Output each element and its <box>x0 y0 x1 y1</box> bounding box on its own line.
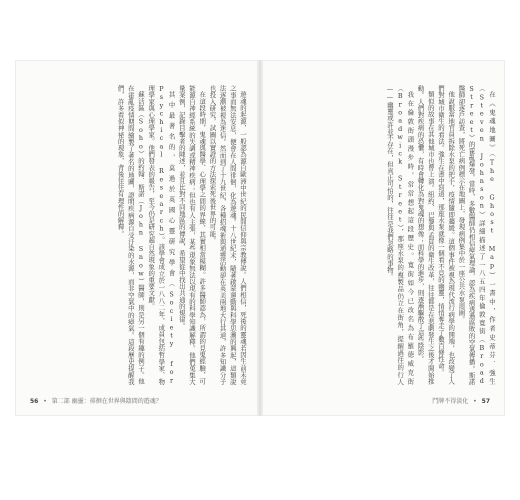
left-body-text <box>26 85 248 385</box>
separator: • <box>43 398 47 405</box>
page-number: 56 <box>30 398 39 405</box>
left-running-footer <box>30 396 162 405</box>
paragraph: 在《鬼魂地圖》（The Ghost Map）一書中，作者史蒂芬．強生（Steven Johnson）詳細描述了一八五四年倫敦寬街（Broad Street）的霍亂爆發。當時，多數醫師仍相信瘴氣理論，認為疾病透過腐敗的空氣傳播。斯諾醫師卻逐戶訪查，將死亡病例標示在地圖上，發現病例集中於一座公共水泵周圍。 <box>457 85 496 385</box>
paragraph: 其中最著名的，莫過於英國心靈研究學會（Society for Psychical Research）。該學會成立於一八八二年，成員包括哲學家、物理學家與心理學家。他們發表的報告，至今仍是研究超自然現象的重要文獻。 <box>147 85 176 385</box>
paragraph: 他說服當地官員拆除水泵的把手，疫情隨即趨緩。這個事件被視為現代流行病學的開端，也改變了人們對城市衛生的看法。強生在書中寫道，那座水泵就像一個看不見的幽靈，悄悄奪走了數百條性命。 <box>436 85 456 385</box>
running-header: 鬥牌不得淡化 <box>432 398 469 405</box>
left-page <box>15 60 258 416</box>
right-page <box>262 60 505 416</box>
paragraph: 在這段時期，鬼魂與醫學、心理學之間的界線，其實相當模糊。許多醫師認為，所謂的見鬼經驗，可能源自神經系統的失調或精神疾病；但也有人主張，某些現象無法以現有的科學知識解釋。他們蒐集大量案例，記錄目擊者的陳述，並且比對不同地區的傳說，希望從中找出共通的規律。 <box>177 85 207 385</box>
chapter-title: 幽靈：徘徊在世界與陰間的遊魂？ <box>71 398 162 405</box>
right-body-text <box>271 85 497 385</box>
paragraph: 蘇活區（Soho）的約翰．斯諾（John Snow）醫師，則是另一個有趣的例子。他在霍亂疫情期間繪製了著名的地圖，證明疾病源自受汙染的水源，而非空氣中的瘴氣。這段歷史提醒我們，許多看似神祕的現象，背後往往有理性的解釋。 <box>116 85 145 385</box>
paragraph: 遊魂的起源，一般認為源自歐洲中世紀的民間信仰與宗教傳說。人們相信，死後的靈魂若因生前未竟之事而無法安息，便會在人間徘徊，化為遊魂。十八世紀末，隨著啟蒙運動與科學思潮的興起，這類說法逐漸被視為迷信。然而到了十九世紀，各種招魂術與通靈活動卻在英美兩地大行其道，許多知識分子也投入研究，試圖以實證的方法探索死後世界的可能。 <box>208 85 247 385</box>
part-label: 第二部 <box>51 398 70 405</box>
right-running-footer <box>432 396 490 405</box>
page-number: 57 <box>481 398 490 405</box>
paragraph: 類似的故事在其他城市也曾上演。紐約、巴黎與孟買的衛生改革，往往都是在悲劇發生之後才開始推動。人們對疾病的恐懼，有時會轉化為對鬼魂的想像；而科學的進步，則逐漸驅散了這些陰影。 <box>416 85 435 385</box>
paragraph: 我在倫敦街頭漫步時，常常想起這段歷史。寬街如今已改名為布羅德威克街（Broadwick Street），那座水泵的複製品仍立在街角，提醒過往的行人——幽靈或許並不存在，但真正可怕的，往往是我們忽略的事物。 <box>385 85 415 385</box>
separator: • <box>473 398 477 405</box>
